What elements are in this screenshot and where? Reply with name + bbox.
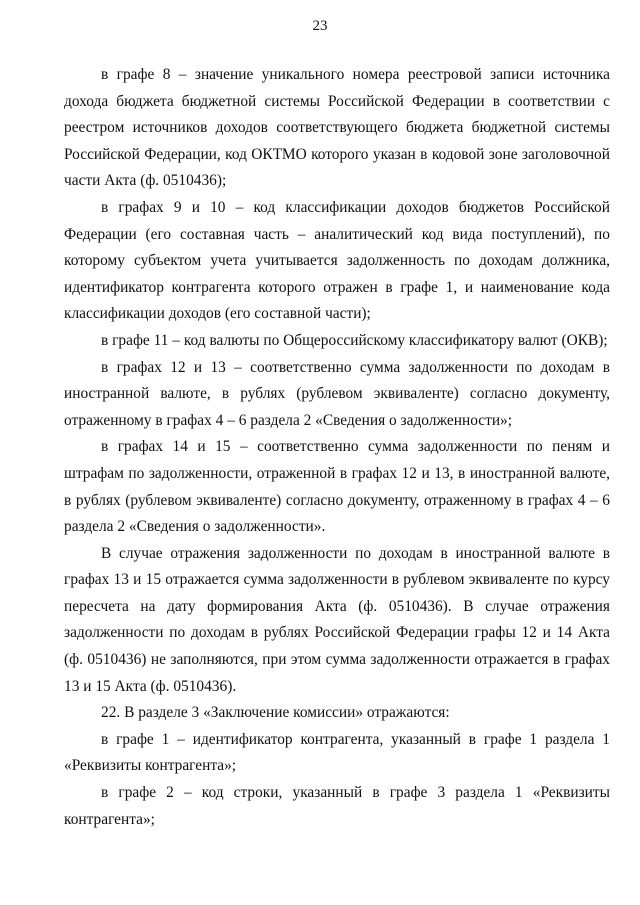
paragraph-column-8: в графе 8 – значение уникального номера реестровой записи источника дохода бюджета бюджетной системы Российской Федерации в соответствии с реестром источников доходов соответствующего бюджета бюджетной системы Российской Федерации, код ОКТМО которого указан в кодовой зоне заголовочной части Акта (ф. 0510436);: [64, 66, 610, 190]
paragraph-columns-9-10: в графах 9 и 10 – код классификации доходов бюджетов Российской Федерации (его составная часть – аналитический код вида поступлений), по которому субъектом учета учитывается задолженность по доходам должника, идентификатор контрагента которого отражен в графе 1, и наименование кода классификации доходов (его составной части);: [64, 198, 610, 323]
paragraph-columns-14-15: в графах 14 и 15 – соответственно сумма задолженности по пеням и штрафам по задолженности, отраженной в графах 12 и 13, в иностранной валюте, в рублях (рублевом эквиваленте) согласно документу, отраженному в графах 4 – 6 раздела 2 «Сведения о задолженности».: [64, 438, 610, 536]
paragraph-section-22-heading: 22. В разделе 3 «Заключение комиссии» отражаются:: [101, 704, 450, 722]
paragraph-columns-12-13: в графах 12 и 13 – соответственно сумма задолженности по доходам в иностранной валюте, в рублях (рублевом эквиваленте) согласно документу, отраженному в графах 4 – 6 раздела 2 «Сведения о задолженности»;: [64, 358, 610, 429]
paragraph-section3-column-2: в графе 2 – код строки, указанный в графе 3 раздела 1 «Реквизиты контрагента»;: [64, 784, 610, 828]
page-number: 23: [312, 18, 328, 34]
document-body: [64, 62, 610, 833]
paragraph-foreign-currency-note: В случае отражения задолженности по доходам в иностранной валюте в графах 13 и 15 отражается сумма задолженности в рублевом эквиваленте по курсу пересчета на дату формирования Акта (ф. 0510436). В случае отражения задолженности по доходам в рублях Российской Федерации графы 12 и 14 Акта (ф. 0510436) не заполняются, при этом сумма задолженности отражается в графах 13 и 15 Акта (ф. 0510436).: [64, 544, 610, 695]
paragraph-section3-column-1: в графе 1 – идентификатор контрагента, указанный в графе 1 раздела 1 «Реквизиты контрагента»;: [64, 730, 610, 775]
paragraph-column-11: в графе 11 – код валюты по Общероссийскому классификатору валют (ОКВ);: [101, 331, 608, 349]
